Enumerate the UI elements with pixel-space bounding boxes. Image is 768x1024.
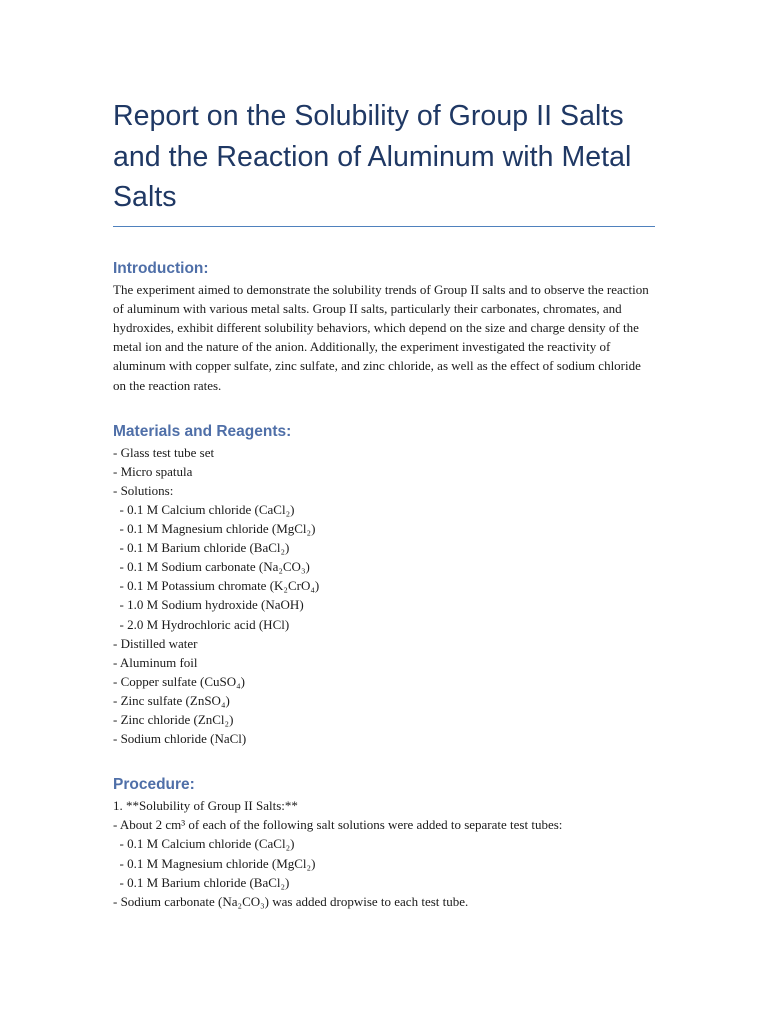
procedure-heading: Procedure: bbox=[113, 776, 195, 794]
list-item: - Distilled water bbox=[113, 635, 198, 651]
procedure-line: - About 2 cm³ of each of the following salt solutions were added to separate test tubes: bbox=[113, 817, 563, 833]
introduction-heading: Introduction: bbox=[113, 259, 209, 277]
list-item: - 0.1 M Magnesium chloride (MgCl₂) bbox=[113, 521, 316, 537]
list-item: - 1.0 M Sodium hydroxide (NaOH) bbox=[113, 597, 304, 613]
list-item: - 0.1 M Sodium carbonate (Na₂CO₃) bbox=[113, 559, 310, 575]
document-page bbox=[113, 96, 655, 911]
list-item: - Micro spatula bbox=[113, 463, 193, 479]
list-item: - Solutions: bbox=[113, 482, 174, 498]
title-divider bbox=[113, 226, 655, 227]
document-title: Report on the Solubility of Group II Salts and the Reaction of Aluminum with Metal Salts bbox=[113, 100, 632, 213]
procedure-line: - 0.1 M Barium chloride (BaCl₂) bbox=[113, 874, 290, 890]
list-item: - 2.0 M Hydrochloric acid (HCl) bbox=[113, 616, 290, 632]
list-item: - 0.1 M Potassium chromate (K₂CrO₄) bbox=[113, 578, 320, 594]
list-item: - 0.1 M Barium chloride (BaCl₂) bbox=[113, 540, 290, 556]
introduction-paragraph: The experiment aimed to demonstrate the solubility trends of Group II salts and to observe the reaction of aluminum with various metal salts. Group II salts, particularly their carbonates, chromates, and hydroxides, exhibit different solubility behaviors, which depend on the size and charge density of the metal ion and the nature of the anion. Additionally, the experiment investigated the reactivity of aluminum with copper sulfate, zinc sulfate, and zinc chloride, as well as the effect of sodium chloride on the reaction rates. bbox=[113, 281, 649, 393]
list-item: - 0.1 M Calcium chloride (CaCl₂) bbox=[113, 502, 295, 517]
procedure-line: 1. **Solubility of Group II Salts:** bbox=[113, 798, 298, 814]
procedure-line: - 0.1 M Magnesium chloride (MgCl₂) bbox=[113, 855, 316, 871]
procedure-list bbox=[113, 796, 655, 911]
list-item: - Copper sulfate (CuSO₄) bbox=[113, 673, 245, 689]
materials-list bbox=[113, 443, 655, 749]
list-item: - Aluminum foil bbox=[113, 654, 198, 670]
procedure-line: - Sodium carbonate (Na₂CO₃) was added dropwise to each test tube. bbox=[113, 893, 469, 909]
materials-heading: Materials and Reagents: bbox=[113, 422, 292, 440]
list-item: - Zinc chloride (ZnCl₂) bbox=[113, 712, 234, 728]
list-item: - Zinc sulfate (ZnSO₄) bbox=[113, 692, 230, 708]
procedure-line: - 0.1 M Calcium chloride (CaCl₂) bbox=[113, 836, 295, 852]
list-item: - Sodium chloride (NaCl) bbox=[113, 731, 247, 747]
list-item: - Glass test tube set bbox=[113, 444, 215, 460]
